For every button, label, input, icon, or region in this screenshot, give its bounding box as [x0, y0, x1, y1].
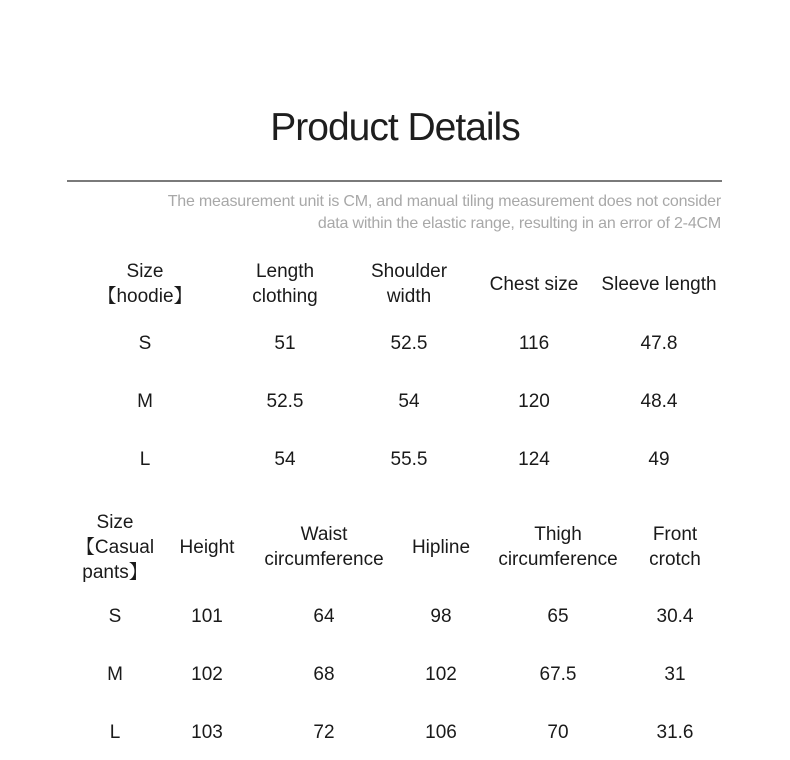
pants-header-line: Front — [652, 524, 698, 545]
hoodie-header-line: Length — [255, 261, 315, 282]
pants-size-label: M — [107, 663, 123, 685]
hoodie-header-line: Size — [126, 261, 164, 282]
pants-header-cell — [412, 535, 470, 560]
pants-value-cell: 65 — [547, 605, 569, 627]
hoodie-header-cell — [371, 259, 447, 309]
pants-header-line: Hipline — [411, 536, 471, 558]
hoodie-value-cell: 51 — [274, 332, 296, 354]
hoodie-header-cell — [490, 272, 579, 297]
hoodie-value-cell: 54 — [274, 448, 296, 470]
pants-header-line: Thigh — [534, 524, 582, 545]
hoodie-value-cell: 52.5 — [266, 390, 304, 412]
pants-header-line: Height — [179, 536, 235, 558]
pants-header-line: circumference — [264, 549, 384, 570]
pants-header-cell — [76, 510, 154, 585]
pants-value-cell: 103 — [191, 721, 223, 743]
pants-header-line: Size — [96, 511, 134, 533]
title-divider — [67, 180, 722, 182]
hoodie-value-cell: 124 — [518, 448, 550, 470]
hoodie-header-line: Sleeve length — [601, 273, 717, 295]
pants-header-cell — [498, 522, 617, 572]
pants-header-line: 【Casual — [75, 536, 155, 558]
pants-value-cell: 31 — [664, 663, 686, 685]
pants-header-line: Waist — [300, 524, 348, 545]
pants-value-cell: 31.6 — [656, 721, 694, 743]
hoodie-header-line: Chest size — [489, 273, 579, 295]
pants-value-cell: 102 — [191, 663, 223, 685]
hoodie-value-cell: 49 — [648, 448, 670, 470]
pants-value-cell: 64 — [313, 605, 335, 627]
pants-value-cell: 101 — [191, 605, 223, 627]
hoodie-value-cell: 52.5 — [390, 332, 428, 354]
pants-header-line: crotch — [649, 549, 701, 570]
hoodie-header-line: 【hoodie】 — [97, 286, 193, 307]
page-title: Product Details — [270, 106, 520, 149]
pants-size-label: S — [108, 605, 122, 627]
pants-value-cell: 70 — [547, 721, 569, 743]
hoodie-header-line: Shoulder — [370, 261, 448, 282]
pants-header-cell — [264, 522, 383, 572]
pants-value-cell: 68 — [313, 663, 335, 685]
hoodie-header-line: width — [386, 286, 432, 307]
pants-header-line: circumference — [498, 549, 618, 570]
pants-value-cell: 30.4 — [656, 605, 694, 627]
pants-header-cell — [180, 535, 235, 560]
hoodie-value-cell: 120 — [518, 390, 550, 412]
hoodie-value-cell: 116 — [518, 332, 550, 354]
hoodie-header-cell — [252, 259, 318, 309]
hoodie-header-line: clothing — [252, 286, 318, 307]
hoodie-value-cell: 55.5 — [390, 448, 428, 470]
pants-header-cell — [649, 522, 701, 572]
hoodie-value-cell: 54 — [398, 390, 420, 412]
pants-value-cell: 67.5 — [539, 663, 577, 685]
hoodie-size-label: L — [139, 448, 151, 470]
measurement-note: The measurement unit is CM, and manual tiling measurement does not consider data within the elastic range, resulting in an error of 2-4CM — [167, 193, 721, 232]
pants-value-cell: 98 — [430, 605, 452, 627]
hoodie-value-cell: 48.4 — [640, 390, 678, 412]
hoodie-size-label: M — [137, 390, 153, 412]
hoodie-size-label: S — [138, 332, 152, 354]
hoodie-header-cell — [97, 259, 192, 309]
pants-value-cell: 72 — [313, 721, 335, 743]
pants-size-label: L — [109, 721, 121, 743]
pants-header-line: pants】 — [82, 561, 148, 583]
pants-value-cell: 102 — [425, 663, 457, 685]
hoodie-header-cell — [601, 272, 716, 297]
hoodie-value-cell: 47.8 — [640, 332, 678, 354]
pants-value-cell: 106 — [425, 721, 457, 743]
